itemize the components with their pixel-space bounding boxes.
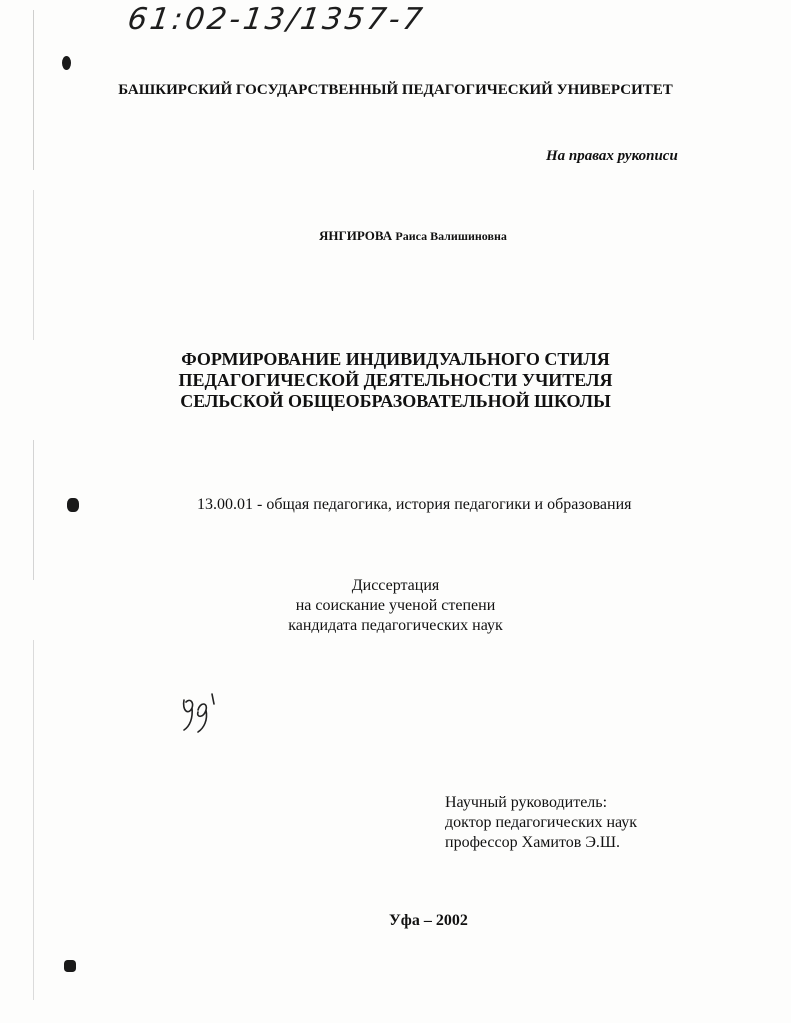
title-line-1: ФОРМИРОВАНИЕ ИНДИВИДУАЛЬНОГО СТИЛЯ — [181, 349, 610, 369]
scan-blot — [62, 56, 71, 70]
title-line-2: ПЕДАГОГИЧЕСКОЙ ДЕЯТЕЛЬНОСТИ УЧИТЕЛЯ — [178, 370, 613, 390]
author-name — [319, 228, 507, 244]
title-line-3: СЕЛЬСКОЙ ОБЩЕОБРАЗОВАТЕЛЬНОЙ ШКОЛЫ — [180, 391, 611, 411]
archive-code: 61:02-13/1357-7 — [125, 2, 428, 37]
supervisor-line-3: профессор Хамитов Э.Ш. — [445, 834, 621, 851]
specialty-code: 13.00.01 - общая педагогика, история педагогики и образования — [197, 496, 632, 513]
scan-blot — [64, 960, 76, 972]
manuscript-rights-note: На правах рукописи — [546, 148, 678, 164]
city-year: Уфа – 2002 — [389, 912, 468, 929]
supervisor-line-2: доктор педагогических наук — [445, 814, 638, 831]
scan-edge-line — [33, 440, 34, 580]
author-given-names: Раиса Валишиновна — [395, 229, 507, 243]
supervisor-line-1: Научный руководитель: — [445, 794, 608, 811]
degree-line-1: Диссертация — [351, 577, 440, 594]
handwritten-scribble — [178, 688, 228, 736]
degree-line-3: кандидата педагогических наук — [288, 617, 503, 634]
degree-line-2: на соискание ученой степени — [295, 597, 496, 614]
author-surname: ЯНГИРОВА — [319, 228, 393, 243]
university-name: БАШКИРСКИЙ ГОСУДАРСТВЕННЫЙ ПЕДАГОГИЧЕСКИЙ УНИВЕРСИТЕТ — [118, 82, 673, 98]
scan-edge-line — [33, 640, 34, 1000]
scan-edge-line — [33, 190, 34, 340]
scan-blot — [67, 498, 79, 512]
